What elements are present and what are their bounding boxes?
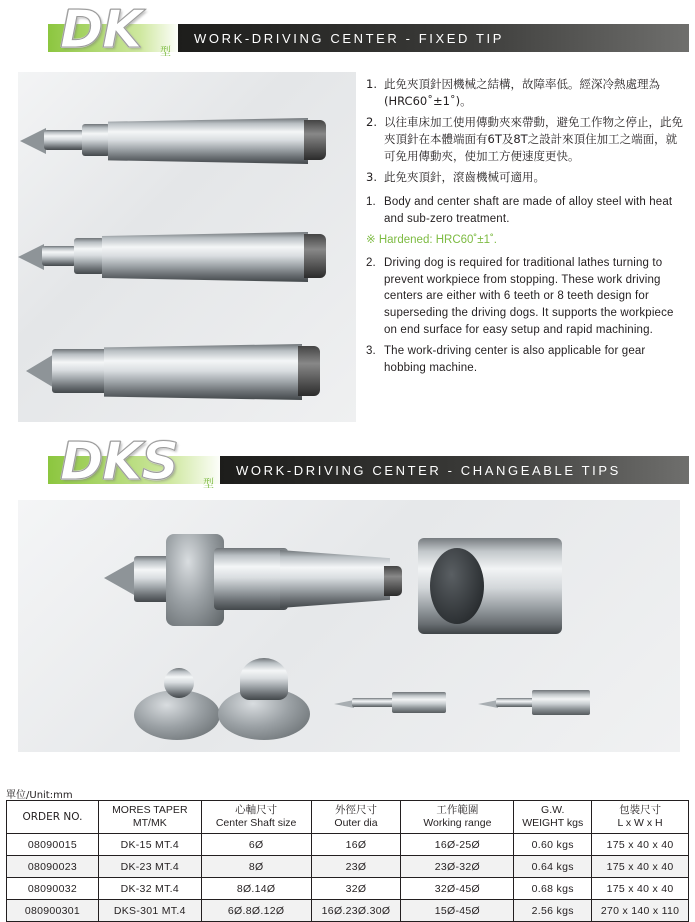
dk-title-bar [178,24,689,52]
cell-working-range: 16Ø-25Ø [401,834,514,856]
dk-description-column [366,76,688,382]
list-number: 2. [366,115,377,130]
cell-working-range: 23Ø-32Ø [401,856,514,878]
list-item [366,76,688,109]
cell-mores-taper: DK-23 MT.4 [98,856,201,878]
table-row [7,878,689,900]
cell-working-range: 15Ø-45Ø [401,900,514,922]
dks-title-text: WORK-DRIVING CENTER - CHANGEABLE TIPS [236,462,621,478]
header-line-1: MORES TAPER [112,804,188,816]
cell-outer-dia: 32Ø [311,878,401,900]
header-line-2: Center Shaft size [215,817,297,830]
dk-logo: DK [60,0,142,60]
cell-outer-dia: 23Ø [311,856,401,878]
column-header-mores-taper [98,801,201,834]
header-line-2: Outer dia [334,817,378,830]
header-line-1: 包裝尺寸 [619,804,662,816]
cell-packing-size: 175 x 40 x 40 [592,856,689,878]
header-line-1: ORDER NO. [22,810,83,823]
cell-gw-weight: 2.56 kgs [514,900,592,922]
cell-center-shaft-size: 6Ø.8Ø.12Ø [201,900,311,922]
dk-product-photo [18,72,356,422]
cell-center-shaft-size: 6Ø [201,834,311,856]
header-line-2: MT/MK [132,817,167,830]
cell-mores-taper: DK-15 MT.4 [98,834,201,856]
hardened-note: ※ Hardened: HRC60˚±1˚. [366,234,497,247]
table-body [7,834,689,922]
header-line-1: G.W. [541,804,565,816]
table-row [7,856,689,878]
chinese-description-3: 此免夾頂針，滾齒機械可適用。 [384,170,545,185]
dks-body [0,494,695,762]
dks-logo-sub: 型 [203,477,214,490]
header-line-2: WEIGHT kgs [522,817,584,830]
list-number: 3. [366,170,377,185]
specification-table [6,800,689,922]
cell-order-no: 08090015 [7,834,99,856]
cell-gw-weight: 0.68 kgs [514,878,592,900]
column-header-working-range [401,801,514,834]
list-item [366,255,688,338]
cell-packing-size: 175 x 40 x 40 [592,878,689,900]
list-item [366,169,688,186]
dks-logo: DKS [60,432,178,492]
column-header-center-shaft-size [201,801,311,834]
dk-body [0,62,695,442]
dks-title-bar [220,456,689,484]
header-line-1: 工作範圍 [436,804,479,816]
cell-mores-taper: DK-32 MT.4 [98,878,201,900]
list-item [366,114,688,164]
cell-gw-weight: 0.60 kgs [514,834,592,856]
dks-section-header [0,432,695,494]
cell-order-no: 08090023 [7,856,99,878]
cell-working-range: 32Ø-45Ø [401,878,514,900]
table-row [7,900,689,922]
cell-gw-weight: 0.64 kgs [514,856,592,878]
column-header-outer-dia [311,801,401,834]
column-header-gw-weight [514,801,592,834]
cell-packing-size: 270 x 140 x 110 [592,900,689,922]
cell-order-no: 08090032 [7,878,99,900]
header-line-1: 外徑尺寸 [335,804,378,816]
column-header-packing-size [592,801,689,834]
table-header [7,801,689,834]
cell-order-no: 080900301 [7,900,99,922]
cell-packing-size: 175 x 40 x 40 [592,834,689,856]
dk-title-text: WORK-DRIVING CENTER - FIXED TIP [194,30,505,46]
list-number: 3. [366,345,376,358]
header-line-2: L x W x H [617,817,663,830]
english-description-3: The work-driving center is also applicable for gear hobbing machine. [384,345,646,375]
table-row [7,834,689,856]
cell-outer-dia: 16Ø.23Ø.30Ø [311,900,401,922]
list-number: 1. [366,77,377,91]
table-header-row [7,801,689,834]
cell-mores-taper: DKS-301 MT.4 [98,900,201,922]
english-description-1: Body and center shaft are made of alloy steel with heat and sub-zero treatment. [384,196,673,225]
chinese-description-1: 此免夾頂針因機械之結構，故障率低。經深冷熱處理為(HRC60˚±1˚)。 [384,77,660,108]
list-number: 2. [366,257,376,270]
english-description-2: Driving dog is required for traditional lathes turning to prevent workpiece from stopping. These work driving centers are either with 6 teeth or 8 teeth design for superseding the driving dogs. It supports the workpiece on end surface for easy setup and rapid machining. [384,257,674,336]
dk-section-header [0,0,695,62]
cell-center-shaft-size: 8Ø.14Ø [201,878,311,900]
header-line-1: 心軸尺寸 [235,804,278,816]
chinese-description-list [366,76,688,186]
dk-logo-sub: 型 [160,45,171,58]
dks-product-photo [18,500,680,752]
column-header-order-no [7,801,99,834]
english-description-list [366,194,688,377]
header-line-2: Working range [423,817,492,830]
cell-center-shaft-size: 8Ø [201,856,311,878]
list-item [366,194,688,227]
unit-label: 單位/Unit:mm [6,790,73,801]
cell-outer-dia: 16Ø [311,834,401,856]
list-number: 1. [366,196,376,209]
list-item [366,343,688,376]
chinese-description-2: 以往車床加工使用傳動夾來帶動，避免工作物之停止，此免夾頂針在本體端面有6T及8T之設計來頂住加工之端面，就可免用傳動夾，使加工方便速度更快。 [384,115,683,163]
